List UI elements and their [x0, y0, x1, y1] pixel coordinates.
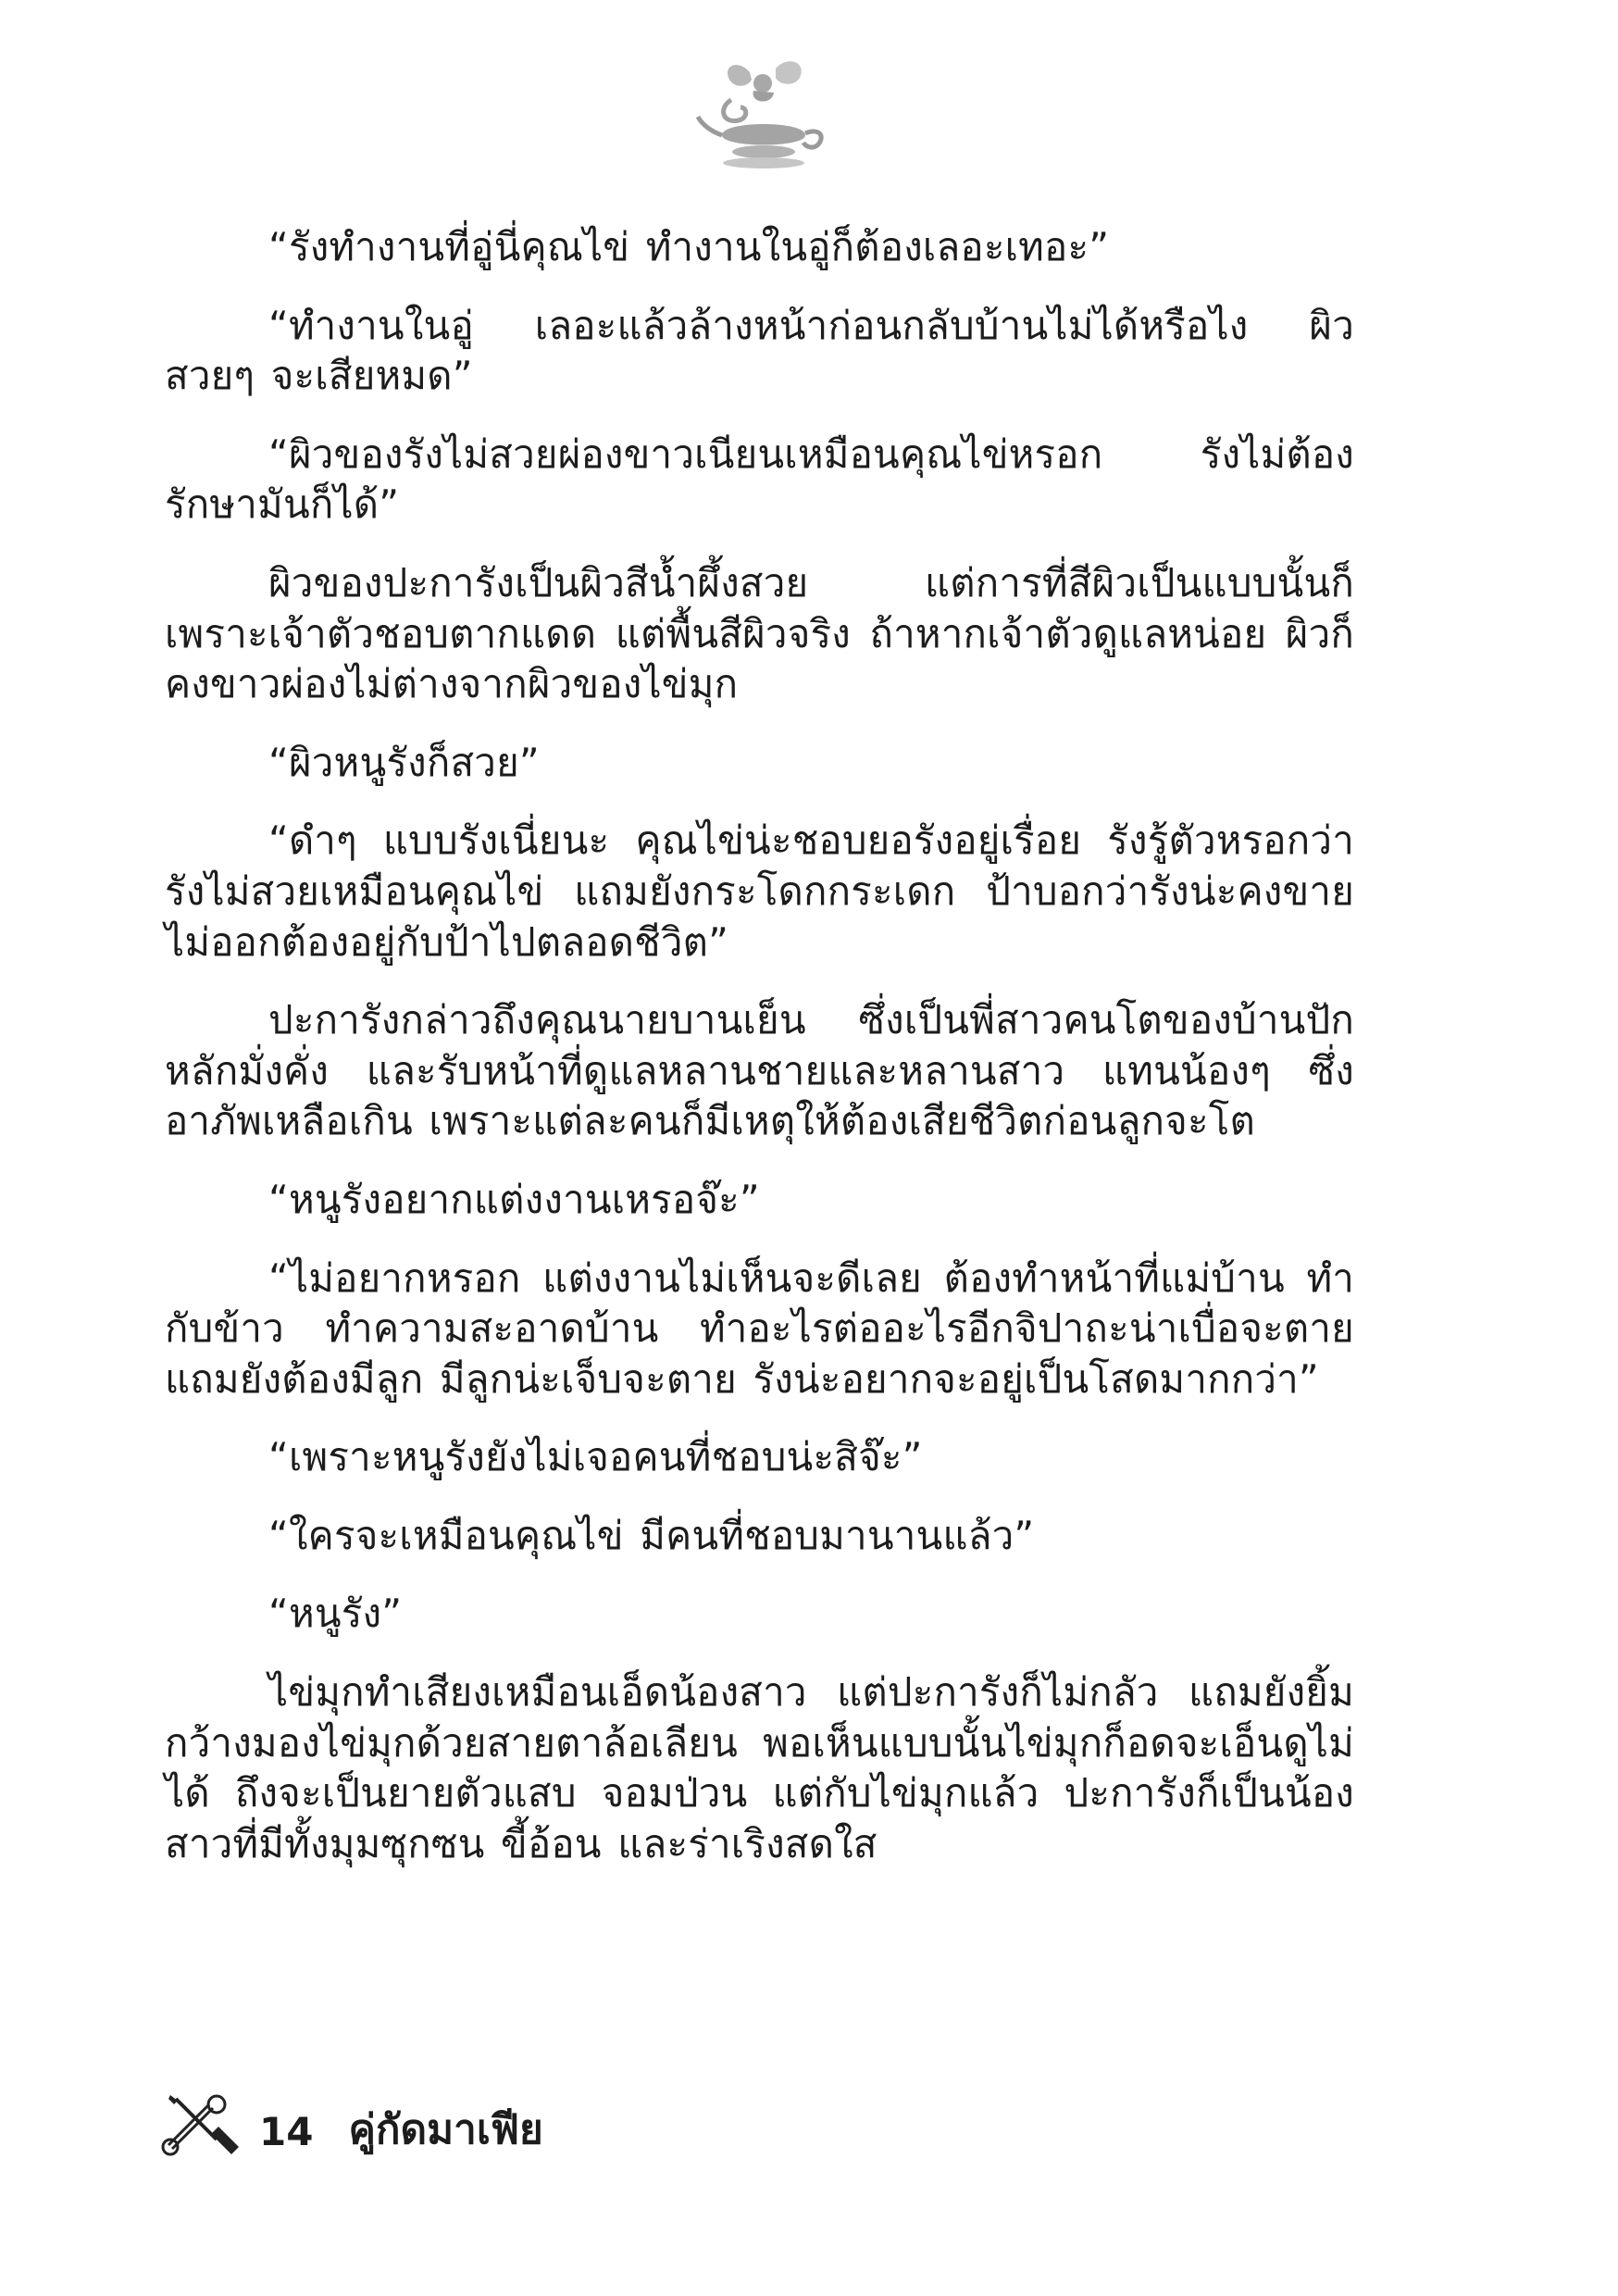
paragraph: “ผิวของรังไม่สวยผ่องขาวเนียนเหมือนคุณไข่หรอก รังไม่ต้องรักษามันก็ได้”: [165, 430, 1354, 528]
teapot-ornament-icon: [694, 56, 833, 176]
body-text: [165, 222, 1354, 1897]
paragraph: “ผิวหนูรังก็สวย”: [268, 739, 540, 785]
paragraph: “หนูรังอยากแต่งงานเหรอจ๊ะ”: [268, 1176, 760, 1222]
page-number: 14: [259, 2108, 314, 2154]
paragraph: ปะการังกล่าวถึงคุณนายบานเย็น ซึ่งเป็นพี่สาวคนโตของบ้านปักหลักมั่งคั่ง และรับหน้าที่ดูแลหลานชายและหลานสาว แทนน้องๆ ซึ่งอาภัพเหลือเกิน เพราะแต่ละคนก็มีเหตุให้ต้องเสียชีวิตก่อนลูกจะโต: [165, 997, 1354, 1144]
paragraph: “รังทำงานที่อู่นี่คุณไข่ ทำงานในอู่ก็ต้องเลอะเทอะ”: [268, 224, 1110, 269]
paragraph: “เพราะหนูรังยังไม่เจอคนที่ชอบน่ะสิจ๊ะ”: [268, 1434, 923, 1480]
paragraph: ผิวของปะการังเป็นผิวสีน้ำผึ้งสวย แต่การที่สีผิวเป็นแบบนั้นก็เพราะเจ้าตัวชอบตากแดด แต่พื้นสีผิวจริง ถ้าหากเจ้าตัวดูแลหน่อย ผิวก็คงขาวผ่องไม่ต่างจากผิวของไข่มุก: [165, 559, 1354, 707]
book-title: คู่กัดมาเฟีย: [348, 2106, 543, 2153]
paragraph: “ทำงานในอู่ เลอะแล้วล้างหน้าก่อนกลับบ้านไม่ได้หรือไง ผิวสวยๆ จะเสียหมด”: [165, 302, 1354, 399]
paragraph: “ใครจะเหมือนคุณไข่ มีคนที่ชอบมานานแล้ว”: [268, 1512, 1035, 1558]
paragraph: “หนูรัง”: [268, 1591, 403, 1637]
wrench-screwdriver-icon: [159, 2091, 248, 2158]
paragraph: “ดำๆ แบบรังเนี่ยนะ คุณไข่น่ะชอบยอรังอยู่เรื่อย รังรู้ตัวหรอกว่ารังไม่สวยเหมือนคุณไข่ แถมยังกระโดกกระเดก ป้าบอกว่ารังน่ะคงขายไม่ออกต้องอยู่กับป้าไปตลอดชีวิต”: [165, 817, 1354, 965]
paragraph: ไข่มุกทำเสียงเหมือนเอ็ดน้องสาว แต่ปะการังก็ไม่กลัว แถมยังยิ้มกว้างมองไข่มุกด้วยสายตาล้อเลียน พอเห็นแบบนั้นไข่มุกก็อดจะเอ็นดูไม่ได้ ถึงจะเป็นยายตัวแสบ จอมป่วน แต่กับไข่มุกแล้ว ปะการังก็เป็นน้องสาวที่มีทั้งมุมซุกซน ขี้อ้อน และร่าเริงสดใส: [165, 1669, 1354, 1866]
paragraph: “ไม่อยากหรอก แต่งงานไม่เห็นจะดีเลย ต้องทำหน้าที่แม่บ้าน ทำกับข้าว ทำความสะอาดบ้าน ทำอะไรต่ออะไรอีกจิปาถะน่าเบื่อจะตาย แถมยังต้องมีลูก มีลูกน่ะเจ็บจะตาย รังน่ะอยากจะอยู่เป็นโสดมากกว่า”: [165, 1254, 1354, 1402]
page-footer: [159, 2088, 807, 2162]
